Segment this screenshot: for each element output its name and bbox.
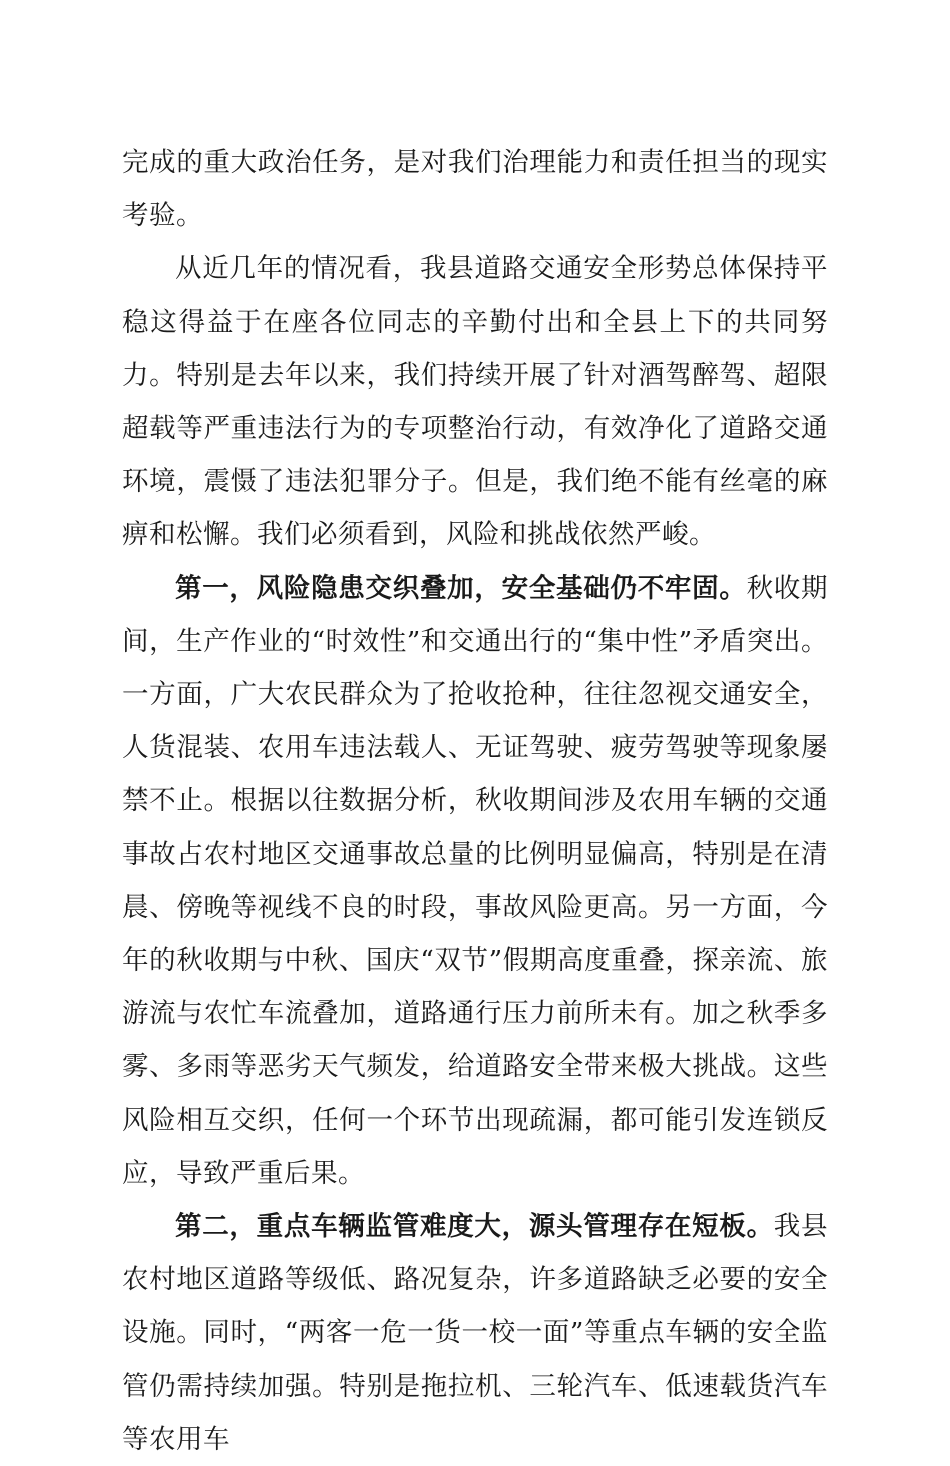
- paragraph-text: 完成的重大政治任务，是对我们治理能力和责任担当的现实考验。: [122, 147, 828, 232]
- paragraph-point-one: [122, 562, 828, 1200]
- paragraph-heading: 第一，风险隐患交织叠加，安全基础仍不牢固。: [175, 572, 747, 604]
- paragraph-point-two: [122, 1200, 828, 1466]
- paragraph-heading: 第二，重点车辆监管难度大，源头管理存在短板。: [175, 1211, 774, 1243]
- paragraph-text: 秋收期间，生产作业的“时效性”和交通出行的“集中性”矛盾突出。一方面，广大农民群众为了抢收抢种，往往忽视交通安全，人货混装、农用车违法载人、无证驾驶、疲劳驾驶等现象屡禁不止。根据以往数据分析，秋收期间涉及农用车辆的交通事故占农村地区交通事故总量的比例明显偏高，特别是在清晨、傍晚等视线不良的时段，事故风险更高。另一方面，今年的秋收期与中秋、国庆“双节”假期高度重叠，探亲流、旅游流与农忙车流叠加，道路通行压力前所未有。加之秋季多雾、多雨等恶劣天气频发，给道路安全带来极大挑战。这些风险相互交织，任何一个环节出现疏漏，都可能引发连锁反应，导致严重后果。: [122, 572, 829, 1189]
- paragraph-text: 从近几年的情况看，我县道路交通安全形势总体保持平稳这得益于在座各位同志的辛勤付出和全县上下的共同努力。特别是去年以来，我们持续开展了针对酒驾醉驾、超限超载等严重违法行为的专项整治行动，有效净化了道路交通环境，震慑了违法犯罪分子。但是，我们绝不能有丝毫的麻痹和松懈。我们必须看到，风险和挑战依然严峻。: [122, 253, 828, 551]
- paragraph-continuation: [122, 136, 828, 242]
- paragraph-text: 我县农村地区道路等级低、路况复杂，许多道路缺乏必要的安全设施。同时，“两客一危一货一校一面”等重点车辆的安全监管仍需持续加强。特别是拖拉机、三轮汽车、低速载货汽车等农用车: [122, 1211, 829, 1455]
- document-body: [122, 136, 828, 1466]
- paragraph-situation: [122, 242, 828, 561]
